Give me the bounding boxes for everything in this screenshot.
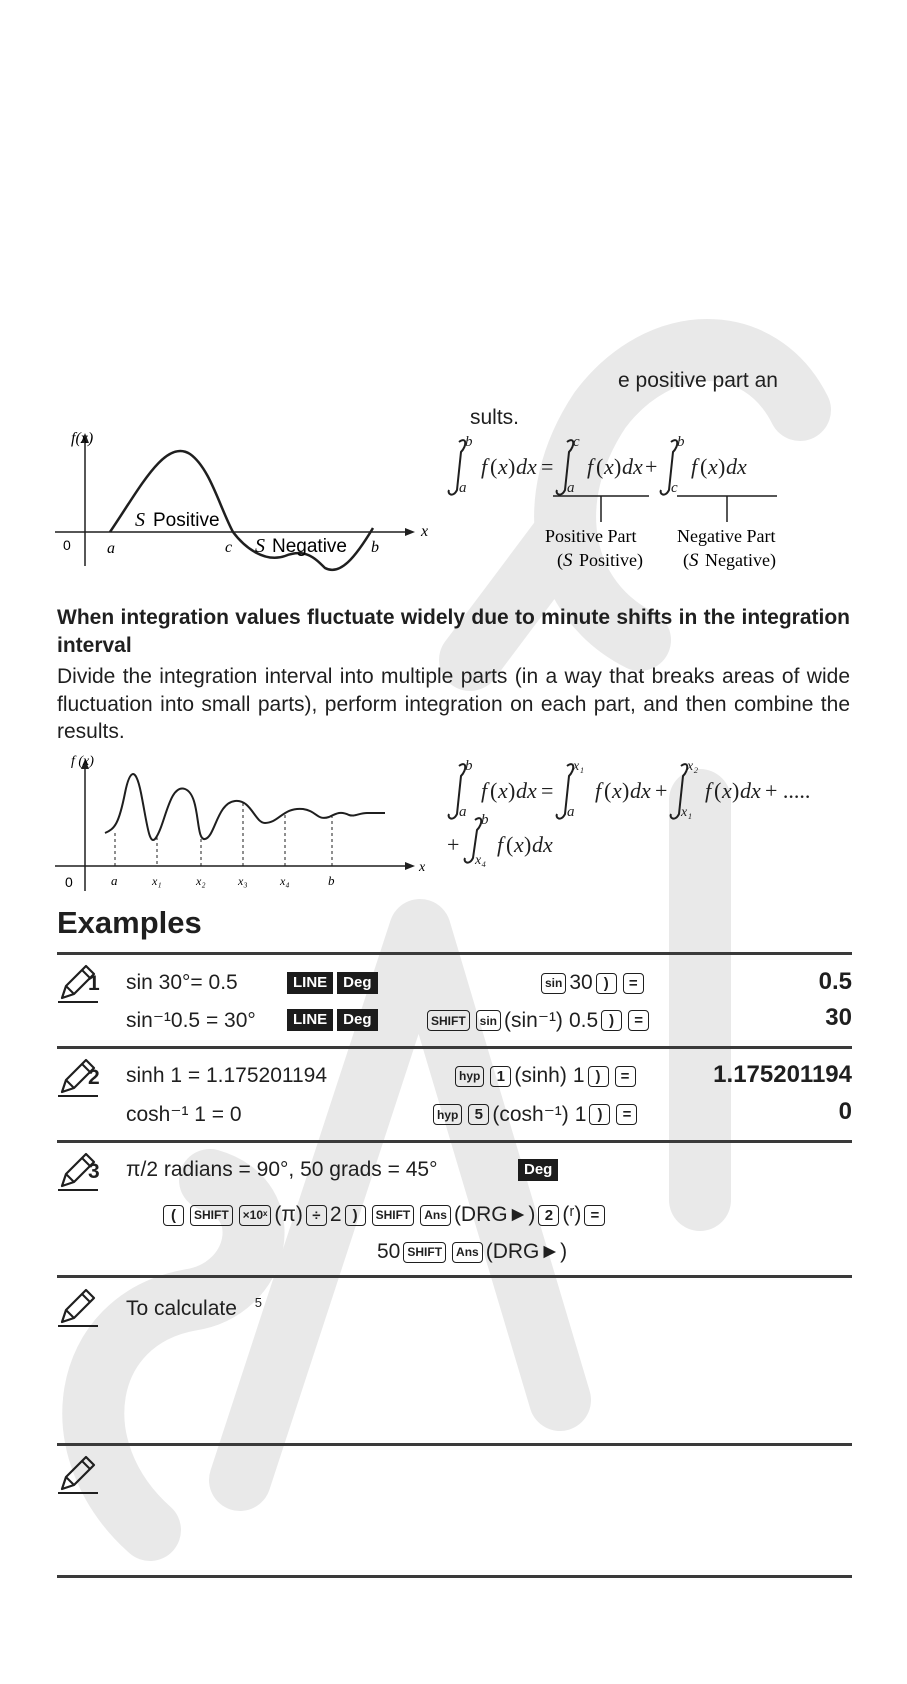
- svg-text:f: f: [691, 454, 698, 479]
- digit-2-key: 2: [538, 1205, 559, 1226]
- svg-text:(: (: [604, 778, 612, 803]
- svg-text:dx: dx: [516, 454, 537, 479]
- svg-text:f: f: [481, 454, 488, 479]
- svg-text:x₄: x₄: [475, 853, 487, 868]
- example-1-line-1-text: sin 30°= 0.5: [126, 971, 238, 994]
- divider: [57, 1443, 852, 1446]
- svg-text:): ): [508, 454, 516, 479]
- keystroke-sequence: SHIFT sin (sin⁻¹) 0.5 ) =: [424, 1008, 652, 1033]
- keystroke-sequence: hyp 1 (sinh) 1 ) =: [452, 1064, 639, 1088]
- svg-text:x: x: [722, 778, 732, 803]
- svg-text:x: x: [498, 454, 508, 479]
- divide-key: ÷: [306, 1205, 327, 1226]
- examples-heading: Examples: [57, 905, 202, 940]
- intro-line-1: e positive part an: [618, 369, 778, 392]
- svg-text:x: x: [708, 454, 718, 479]
- svg-text:b: b: [465, 434, 473, 450]
- close-paren-key: ): [601, 1010, 622, 1031]
- positive-part-label: Positive Part: [545, 526, 637, 546]
- shift-key: SHIFT: [190, 1205, 233, 1226]
- equals-key: =: [616, 1104, 637, 1125]
- svg-text:a: a: [111, 873, 118, 888]
- svg-text:S: S: [563, 550, 573, 571]
- shift-key: SHIFT: [403, 1242, 446, 1263]
- equals-key: =: [628, 1010, 649, 1031]
- example-1-line-2-text: sin⁻¹0.5 = 30°: [126, 1009, 256, 1032]
- keystroke-sequence: hyp 5 (cosh⁻¹) 1 ) =: [430, 1102, 640, 1127]
- svg-text:x₂: x₂: [687, 759, 699, 774]
- shift-key: SHIFT: [427, 1010, 470, 1031]
- svg-text:x: x: [419, 860, 426, 875]
- svg-text:): ): [524, 832, 532, 857]
- svg-text:f (x): f (x): [71, 754, 94, 769]
- svg-text:a: a: [567, 804, 575, 820]
- example-2-line-2-text: cosh⁻¹ 1 = 0: [126, 1103, 242, 1126]
- svg-text:x: x: [514, 832, 524, 857]
- svg-text:dx: dx: [532, 832, 553, 857]
- intro-text: [470, 362, 800, 436]
- svg-text:): ): [732, 778, 740, 803]
- example-3-text: π/2 radians = 90°, 50 grads = 45°: [126, 1158, 438, 1181]
- ans-key: Ans: [420, 1205, 451, 1226]
- svg-text:c: c: [573, 434, 580, 450]
- svg-text:b: b: [328, 873, 335, 888]
- section-body: Divide the integration interval into multiple parts (in a way that breaks areas of wide fluctuation into small parts), perform integration on each part, and then combine the results.: [57, 665, 850, 743]
- y-axis-label: f(x): [71, 430, 94, 447]
- point-a-label: a: [107, 540, 115, 557]
- negative-part-label: Negative Part: [677, 526, 776, 546]
- svg-text:(: (: [490, 454, 498, 479]
- origin-label: 0: [63, 537, 71, 553]
- svg-text:+: +: [655, 778, 668, 803]
- open-paren-key: (: [163, 1205, 184, 1226]
- close-paren-key: ): [588, 1066, 609, 1087]
- svg-text:dx: dx: [726, 454, 747, 479]
- oscillating-function-graph: [55, 753, 425, 893]
- close-paren-key: ): [345, 1205, 366, 1226]
- point-c-label: c: [225, 539, 233, 556]
- deg-badge: Deg: [337, 972, 377, 994]
- ans-key: Ans: [452, 1242, 483, 1263]
- sin-key: sin: [541, 973, 566, 994]
- example-number-1: 1: [88, 972, 100, 995]
- svg-text:dx: dx: [740, 778, 761, 803]
- close-paren-key: ): [589, 1104, 610, 1125]
- svg-text:=: =: [541, 454, 554, 479]
- example-number-2: 2: [88, 1066, 100, 1089]
- svg-text:a: a: [567, 480, 575, 496]
- example-4-text: To calculate $^5$: [126, 1295, 262, 1320]
- example-1-line-1-result: 0.5: [818, 968, 852, 995]
- example-1-line-2-result: 30: [825, 1004, 852, 1031]
- positive-part-sublabel: Positive): [579, 550, 644, 570]
- svg-text:(: (: [490, 778, 498, 803]
- equals-key: =: [623, 973, 644, 994]
- digit-1-key: 1: [490, 1066, 511, 1087]
- svg-text:f: f: [497, 832, 504, 857]
- mode-badges: [287, 972, 378, 994]
- svg-text:c: c: [671, 480, 678, 496]
- example-2-line-2-result: 0: [838, 1098, 852, 1125]
- digit-5-key: 5: [468, 1104, 489, 1125]
- keystroke-sequence: 50 SHIFT Ans (DRG►): [377, 1240, 568, 1263]
- divider: [57, 1046, 852, 1049]
- svg-text:a: a: [459, 804, 467, 820]
- equals-key: =: [584, 1205, 605, 1226]
- mode-badges: [518, 1159, 558, 1181]
- svg-text:b: b: [481, 812, 489, 828]
- svg-text:=: =: [541, 778, 554, 803]
- area-graph-positive-negative: [55, 428, 429, 578]
- svg-text:f: f: [587, 454, 594, 479]
- svg-text:(: (: [714, 778, 722, 803]
- equals-key: =: [615, 1066, 636, 1087]
- sin-key: sin: [476, 1010, 501, 1031]
- shift-key: SHIFT: [372, 1205, 415, 1226]
- deg-badge: Deg: [518, 1159, 558, 1181]
- line-badge: LINE: [287, 1009, 333, 1031]
- svg-text:): ): [718, 454, 726, 479]
- svg-text:b: b: [677, 434, 685, 450]
- keystroke-sequence: ( SHIFT ×10ˣ (π) ÷ 2 ) SHIFT Ans (DRG►) 2 (ʳ) =: [160, 1203, 608, 1227]
- oscillating-curve: [105, 774, 385, 840]
- svg-text:): ): [508, 778, 516, 803]
- example-2-line-1-result: 1.175201194: [713, 1061, 852, 1088]
- pencil-icon: [56, 1286, 98, 1328]
- divider: [57, 1140, 852, 1143]
- negative-part-sublabel: Negative): [705, 550, 776, 570]
- svg-text:x: x: [604, 454, 614, 479]
- s-symbol-negative: S: [255, 535, 265, 557]
- svg-text:+: +: [645, 454, 658, 479]
- svg-text:x: x: [612, 778, 622, 803]
- hyp-key: hyp: [433, 1104, 462, 1125]
- divider: [57, 1275, 852, 1278]
- svg-text:x₁: x₁: [573, 759, 585, 774]
- svg-text:+: +: [447, 832, 460, 857]
- svg-text:dx: dx: [622, 454, 643, 479]
- example-2-line-1-text: sinh 1 = 1.175201194: [126, 1064, 328, 1087]
- svg-text:dx: dx: [516, 778, 537, 803]
- x-axis-arrow: [405, 528, 415, 536]
- integral-formula-multi-part: [445, 758, 865, 868]
- svg-text:0: 0: [65, 874, 73, 890]
- svg-text:(: (: [683, 550, 689, 570]
- svg-text:): ): [622, 778, 630, 803]
- svg-text:(: (: [596, 454, 604, 479]
- negative-area-label: Negative: [272, 536, 347, 557]
- line-badge: LINE: [287, 972, 333, 994]
- deg-badge: Deg: [337, 1009, 377, 1031]
- svg-text:(: (: [557, 550, 563, 570]
- section-heading: When integration values fluctuate widely due to minute shifts in the integration interval: [57, 606, 850, 657]
- svg-text:x₁: x₁: [152, 874, 162, 888]
- x-axis-label: x: [421, 523, 429, 540]
- mode-badges: [287, 1009, 378, 1031]
- x10-key: ×10ˣ: [239, 1205, 272, 1226]
- keystroke-sequence: sin 30 ) =: [538, 971, 647, 995]
- svg-text:x₁: x₁: [681, 805, 693, 820]
- s-symbol-positive: S: [135, 509, 145, 531]
- example-number-3: 3: [88, 1160, 100, 1183]
- svg-text:f: f: [705, 778, 712, 803]
- divider: [57, 1575, 852, 1578]
- svg-text:b: b: [465, 758, 473, 774]
- svg-text:x₄: x₄: [280, 874, 290, 888]
- integral-formula-split: [445, 432, 825, 574]
- svg-text:+ .....: + .....: [765, 778, 811, 803]
- close-paren-key: ): [596, 973, 617, 994]
- svg-text:x: x: [498, 778, 508, 803]
- svg-text:dx: dx: [630, 778, 651, 803]
- intro-line-2: sults.: [470, 406, 520, 429]
- positive-area-label: Positive: [153, 510, 220, 531]
- svg-text:f: f: [481, 778, 488, 803]
- svg-text:(: (: [506, 832, 514, 857]
- pencil-icon: [56, 1453, 98, 1495]
- point-b-label: b: [371, 539, 379, 556]
- svg-text:): ): [614, 454, 622, 479]
- svg-text:(: (: [700, 454, 708, 479]
- svg-text:a: a: [459, 480, 467, 496]
- hyp-key: hyp: [455, 1066, 484, 1087]
- svg-text:x₂: x₂: [196, 874, 206, 888]
- divider: [57, 952, 852, 955]
- svg-text:S: S: [689, 550, 699, 571]
- svg-text:x₃: x₃: [238, 874, 248, 888]
- svg-text:f: f: [595, 778, 602, 803]
